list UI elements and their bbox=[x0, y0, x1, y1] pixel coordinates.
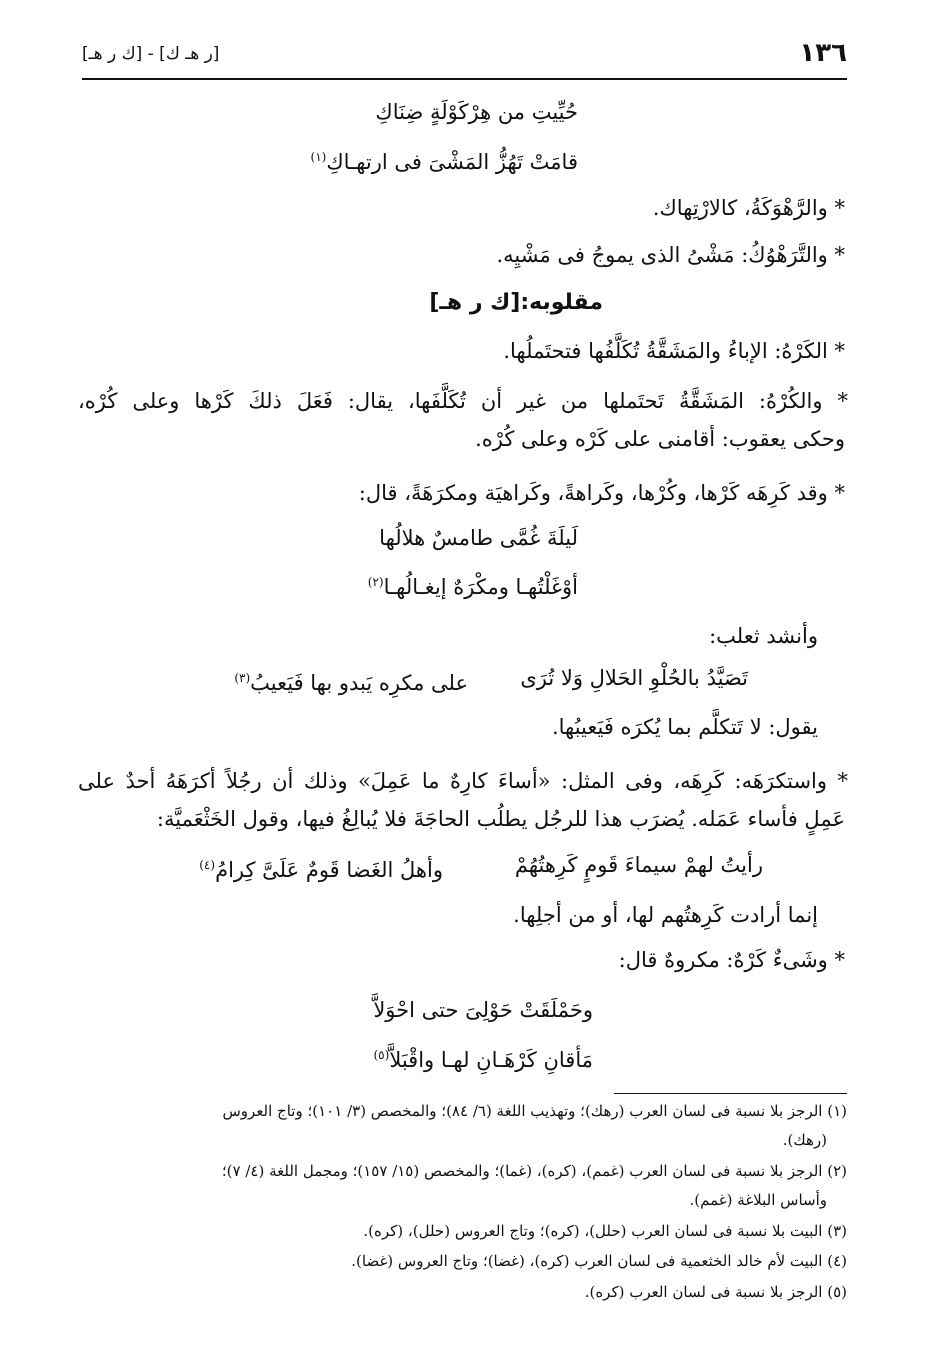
footnote-mark: (٥) bbox=[373, 1048, 390, 1062]
verse3-left-hemistich: على مكرِه يَبدو بها فَيَعيبُ$^{(٣)}$ bbox=[234, 671, 468, 695]
page-header bbox=[82, 38, 847, 78]
paragraph-istakrahahu-line1: * واستكرَهَه: كَرِهَه، وفى المثل: «أساءَ كارِهٌ ما عَمِلَ» وذلك أن رجُلاً أكرَهَهُ أحدٌ على bbox=[78, 769, 848, 793]
verse2-line2: أوْغَلْتُهـا ومكْرَهٌ إيغـالُهـا$^{(٢)}$ bbox=[367, 575, 578, 599]
footnote-2-line2: وأساس البلاغة (غمم). bbox=[689, 1191, 827, 1209]
verse5-line2: مَأقانِ كَرْهَـانِ لهـا واقْبَلاَّ$^{(٥)}$ bbox=[373, 1048, 593, 1072]
footnote-mark: (٢) bbox=[367, 575, 384, 589]
paragraph-kurh-line1: * والكُرْهُ: المَشَقَّةُ تَحتَملها من غير أن تُكَلَّفَها، يقال: فَعَلَ ذلكَ كَرْها وعلى كُرْه، bbox=[78, 389, 848, 413]
footnote-mark: (٣) bbox=[234, 671, 251, 685]
verse2-line1: لَيلَةَ غُمَّى طامسٌ هلالُها bbox=[379, 526, 578, 550]
page-number: ١٣٦ bbox=[799, 38, 847, 68]
footnote-1-line1: (١) الرجز بلا نسبة فى لسان العرب (رهك)؛ وتهذيب اللغة (٦/ ٨٤)؛ والمخصص (٣/ ١٠١)؛ وتاج العروس bbox=[222, 1102, 847, 1120]
verse4-right-hemistich: رأيتُ لهمْ سيماءَ قَومٍ كَرِهتُهُمْ bbox=[514, 853, 763, 877]
section-heading: مقلوبه:[ك ر هـ] bbox=[429, 290, 603, 315]
paragraph-istakrahahu-line2: عَمِلٍ فأساء عَمَله. يُضرَب هذا للرجُل يطلُب الحاجَةَ فلا يُبالِغُ فيها، وقول الخَثْعَميَّة: bbox=[156, 807, 845, 831]
footnote-5: (٥) الرجز بلا نسبة فى لسان العرب (كره). bbox=[584, 1283, 847, 1301]
paragraph-shayun-karh: * وشَىءٌ كَرْهٌ: مكروهٌ قال: bbox=[618, 948, 845, 972]
paragraph-innama: إنما أرادت كَرِهتُهم لها، أو من أجلِها. bbox=[513, 903, 818, 927]
verse5-line1: وحَمْلَقَتْ حَوْلِىَ حتى احْوَلاَّ bbox=[373, 998, 593, 1022]
paragraph-tarahwuk: * والتَّرَهْوُكُ: مَشْىُ الذى يموجُ فى مَشْيِه. bbox=[496, 243, 845, 267]
footnote-mark: (٤) bbox=[199, 858, 216, 872]
paragraph-kurh-line2: وحكى يعقوب: أقامنى على كَرْه وعلى كُرْه. bbox=[475, 427, 845, 451]
footnote-1-line2: (رهك). bbox=[782, 1131, 827, 1149]
header-rule bbox=[82, 78, 847, 80]
verse4-left-hemistich: وأهلُ الغَضا قَومٌ عَلَىَّ كِرامُ$^{(٤)}$ bbox=[199, 858, 443, 882]
paragraph-yaqul: يقول: لا تَتكلَّم بما يُكرَه فَيَعيبُها. bbox=[551, 715, 818, 739]
footnote-3: (٣) البيت بلا نسبة فى لسان العرب (حلل)، (كره)؛ وتاج العروس (حلل)، (كره). bbox=[363, 1222, 847, 1240]
verse3-right-hemistich: تَصَيَّدُ بالحُلْوِ الحَلالِ وَلا تُرَى bbox=[520, 666, 748, 690]
intro-thalab: وأنشد ثعلب: bbox=[709, 624, 818, 648]
verse1-line2: قامَتْ تَهُزُّ المَشْىَ فى ارتهـاكِ$^{(١)}$ bbox=[310, 150, 578, 174]
paragraph-karihahu: * وقد كَرِهَه كَرْها، وكُرْها، وكَراهةً، وكَراهيَة ومكرَهَةً، قال: bbox=[358, 481, 845, 505]
paragraph-karh: * الكَرْهُ: الإباءُ والمَشَقَّةُ تُكَلَّفُها فتحتَملُها. bbox=[503, 339, 845, 363]
footnote-4: (٤) البيت لأم خالد الخثعمية فى لسان العرب (كره)، (غضا)؛ وتاج العروس (غضا). bbox=[351, 1252, 847, 1270]
paragraph-rahwaka: * والرَّهْوَكَةُ، كالارْتِهاك. bbox=[652, 196, 845, 220]
running-head: [ر هـ ك] - [ك ر هـ] bbox=[82, 44, 220, 64]
footnote-mark: (١) bbox=[310, 150, 327, 164]
footnote-2-line1: (٢) الرجز بلا نسبة فى لسان العرب (غمم)، (كره)، (غما)؛ والمخصص (١٥/ ١٥٧)؛ ومجمل اللغة (٤/ ٧)؛ bbox=[221, 1162, 847, 1180]
footnote-rule bbox=[614, 1093, 847, 1094]
verse1-line1: حُيِّيتِ من هِرْكَوْلَةٍ ضِنَاكِ bbox=[375, 100, 578, 124]
